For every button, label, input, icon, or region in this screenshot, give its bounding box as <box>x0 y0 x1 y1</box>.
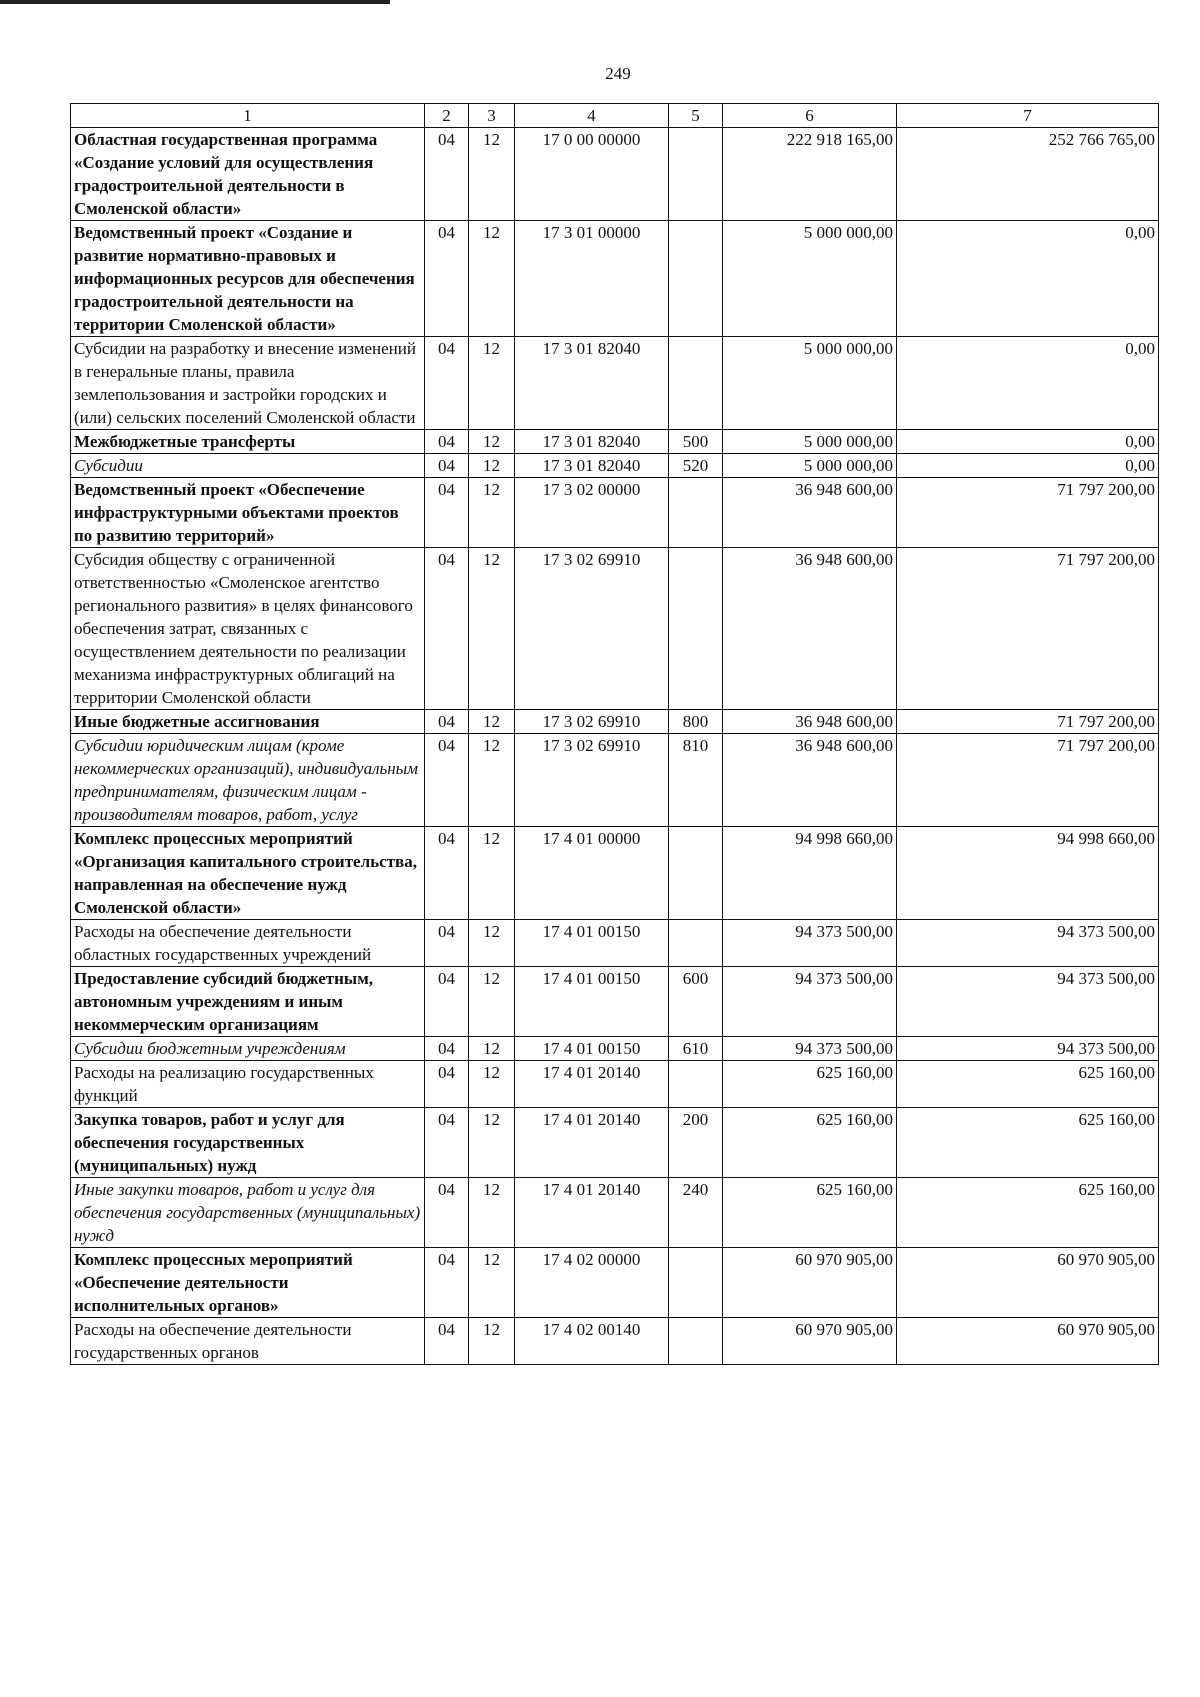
amount-year1-cell: 60 970 905,00 <box>723 1318 897 1365</box>
table-row <box>71 454 1159 478</box>
section-code-cell: 04 <box>425 710 469 734</box>
section-code-cell: 04 <box>425 548 469 710</box>
row-name-cell: Расходы на реализацию государственных функций <box>71 1061 425 1108</box>
amount-year1-cell: 625 160,00 <box>723 1108 897 1178</box>
amount-year1-cell: 94 998 660,00 <box>723 827 897 920</box>
expense-type-cell <box>669 1248 723 1318</box>
amount-year2-cell: 0,00 <box>897 337 1159 430</box>
expense-type-cell: 500 <box>669 430 723 454</box>
target-article-cell: 17 3 02 00000 <box>515 478 669 548</box>
row-name-cell: Субсидия обществу с ограниченной ответственностью «Смоленское агентство регионального развития» в целях финансового обеспечения затрат, связанных с осуществлением деятельности по реализации механизма инфраструктурных облигаций на территории Смоленской области <box>71 548 425 710</box>
expense-type-cell: 610 <box>669 1037 723 1061</box>
subsection-code-cell: 12 <box>469 967 515 1037</box>
expense-type-cell <box>669 548 723 710</box>
table-row <box>71 221 1159 337</box>
row-name-cell: Субсидии юридическим лицам (кроме некоммерческих организаций), индивидуальным предпринимателям, физическим лицам - производителям товаров, работ, услуг <box>71 734 425 827</box>
subsection-code-cell: 12 <box>469 478 515 548</box>
row-name-cell: Субсидии <box>71 454 425 478</box>
table-row <box>71 548 1159 710</box>
budget-table <box>70 103 1159 1365</box>
amount-year1-cell: 5 000 000,00 <box>723 430 897 454</box>
table-row <box>71 710 1159 734</box>
subsection-code-cell: 12 <box>469 1037 515 1061</box>
section-code-cell: 04 <box>425 478 469 548</box>
column-header: 1 <box>71 104 425 128</box>
target-article-cell: 17 4 02 00000 <box>515 1248 669 1318</box>
amount-year2-cell: 0,00 <box>897 430 1159 454</box>
target-article-cell: 17 4 01 20140 <box>515 1061 669 1108</box>
amount-year2-cell: 60 970 905,00 <box>897 1318 1159 1365</box>
table-row <box>71 734 1159 827</box>
section-code-cell: 04 <box>425 430 469 454</box>
expense-type-cell: 600 <box>669 967 723 1037</box>
table-row <box>71 1248 1159 1318</box>
expense-type-cell <box>669 128 723 221</box>
column-header: 6 <box>723 104 897 128</box>
row-name-cell: Закупка товаров, работ и услуг для обеспечения государственных (муниципальных) нужд <box>71 1108 425 1178</box>
expense-type-cell <box>669 1061 723 1108</box>
section-code-cell: 04 <box>425 920 469 967</box>
row-name-cell: Предоставление субсидий бюджетным, автономным учреждениям и иным некоммерческим организациям <box>71 967 425 1037</box>
table-row <box>71 1318 1159 1365</box>
table-row <box>71 1037 1159 1061</box>
row-name-cell: Областная государственная программа «Создание условий для осуществления градостроительной деятельности в Смоленской области» <box>71 128 425 221</box>
top-rule <box>0 0 390 4</box>
amount-year2-cell: 0,00 <box>897 454 1159 478</box>
expense-type-cell <box>669 221 723 337</box>
amount-year1-cell: 36 948 600,00 <box>723 734 897 827</box>
section-code-cell: 04 <box>425 337 469 430</box>
amount-year1-cell: 5 000 000,00 <box>723 454 897 478</box>
amount-year1-cell: 36 948 600,00 <box>723 710 897 734</box>
subsection-code-cell: 12 <box>469 430 515 454</box>
expense-type-cell <box>669 1318 723 1365</box>
table-body <box>71 128 1159 1365</box>
amount-year1-cell: 5 000 000,00 <box>723 337 897 430</box>
table-row <box>71 478 1159 548</box>
row-name-cell: Ведомственный проект «Обеспечение инфраструктурными объектами проектов по развитию территорий» <box>71 478 425 548</box>
amount-year2-cell: 625 160,00 <box>897 1061 1159 1108</box>
row-name-cell: Межбюджетные трансферты <box>71 430 425 454</box>
amount-year2-cell: 625 160,00 <box>897 1108 1159 1178</box>
section-code-cell: 04 <box>425 967 469 1037</box>
subsection-code-cell: 12 <box>469 548 515 710</box>
subsection-code-cell: 12 <box>469 710 515 734</box>
amount-year1-cell: 5 000 000,00 <box>723 221 897 337</box>
expense-type-cell: 810 <box>669 734 723 827</box>
target-article-cell: 17 3 02 69910 <box>515 710 669 734</box>
table-row <box>71 1108 1159 1178</box>
target-article-cell: 17 4 01 20140 <box>515 1108 669 1178</box>
expense-type-cell <box>669 337 723 430</box>
target-article-cell: 17 3 01 82040 <box>515 454 669 478</box>
table-row <box>71 337 1159 430</box>
section-code-cell: 04 <box>425 734 469 827</box>
column-header: 7 <box>897 104 1159 128</box>
row-name-cell: Иные закупки товаров, работ и услуг для обеспечения государственных (муниципальных) нужд <box>71 1178 425 1248</box>
amount-year2-cell: 94 373 500,00 <box>897 920 1159 967</box>
column-header: 2 <box>425 104 469 128</box>
target-article-cell: 17 3 01 82040 <box>515 337 669 430</box>
amount-year2-cell: 60 970 905,00 <box>897 1248 1159 1318</box>
section-code-cell: 04 <box>425 1061 469 1108</box>
table-row <box>71 128 1159 221</box>
target-article-cell: 17 3 02 69910 <box>515 734 669 827</box>
expense-type-cell: 520 <box>669 454 723 478</box>
row-name-cell: Субсидии бюджетным учреждениям <box>71 1037 425 1061</box>
amount-year1-cell: 94 373 500,00 <box>723 920 897 967</box>
header-row <box>71 104 1159 128</box>
amount-year2-cell: 0,00 <box>897 221 1159 337</box>
expense-type-cell: 240 <box>669 1178 723 1248</box>
target-article-cell: 17 4 01 00150 <box>515 920 669 967</box>
table-row <box>71 920 1159 967</box>
section-code-cell: 04 <box>425 454 469 478</box>
subsection-code-cell: 12 <box>469 1108 515 1178</box>
table-row <box>71 1061 1159 1108</box>
table-row <box>71 1178 1159 1248</box>
expense-type-cell <box>669 478 723 548</box>
amount-year2-cell: 625 160,00 <box>897 1178 1159 1248</box>
target-article-cell: 17 3 01 82040 <box>515 430 669 454</box>
row-name-cell: Субсидии на разработку и внесение изменений в генеральные планы, правила землепользования и застройки городских и (или) сельских поселений Смоленской области <box>71 337 425 430</box>
page-number: 249 <box>605 64 631 83</box>
amount-year2-cell: 71 797 200,00 <box>897 710 1159 734</box>
target-article-cell: 17 3 01 00000 <box>515 221 669 337</box>
row-name-cell: Иные бюджетные ассигнования <box>71 710 425 734</box>
amount-year1-cell: 222 918 165,00 <box>723 128 897 221</box>
row-name-cell: Расходы на обеспечение деятельности областных государственных учреждений <box>71 920 425 967</box>
amount-year2-cell: 71 797 200,00 <box>897 478 1159 548</box>
section-code-cell: 04 <box>425 1178 469 1248</box>
amount-year2-cell: 94 373 500,00 <box>897 967 1159 1037</box>
column-header: 3 <box>469 104 515 128</box>
amount-year2-cell: 94 998 660,00 <box>897 827 1159 920</box>
amount-year2-cell: 94 373 500,00 <box>897 1037 1159 1061</box>
column-header: 5 <box>669 104 723 128</box>
column-header: 4 <box>515 104 669 128</box>
section-code-cell: 04 <box>425 827 469 920</box>
amount-year1-cell: 625 160,00 <box>723 1061 897 1108</box>
target-article-cell: 17 4 01 00150 <box>515 967 669 1037</box>
subsection-code-cell: 12 <box>469 920 515 967</box>
target-article-cell: 17 4 01 00150 <box>515 1037 669 1061</box>
amount-year1-cell: 94 373 500,00 <box>723 1037 897 1061</box>
target-article-cell: 17 4 01 00000 <box>515 827 669 920</box>
subsection-code-cell: 12 <box>469 1248 515 1318</box>
expense-type-cell <box>669 920 723 967</box>
table-row <box>71 430 1159 454</box>
subsection-code-cell: 12 <box>469 1061 515 1108</box>
table-row <box>71 967 1159 1037</box>
subsection-code-cell: 12 <box>469 827 515 920</box>
expense-type-cell: 800 <box>669 710 723 734</box>
subsection-code-cell: 12 <box>469 454 515 478</box>
row-name-cell: Расходы на обеспечение деятельности государственных органов <box>71 1318 425 1365</box>
amount-year2-cell: 252 766 765,00 <box>897 128 1159 221</box>
subsection-code-cell: 12 <box>469 337 515 430</box>
row-name-cell: Ведомственный проект «Создание и развитие нормативно-правовых и информационных ресурсов для обеспечения градостроительной деятельности на территории Смоленской области» <box>71 221 425 337</box>
table-row <box>71 827 1159 920</box>
amount-year1-cell: 60 970 905,00 <box>723 1248 897 1318</box>
target-article-cell: 17 3 02 69910 <box>515 548 669 710</box>
expense-type-cell: 200 <box>669 1108 723 1178</box>
section-code-cell: 04 <box>425 221 469 337</box>
subsection-code-cell: 12 <box>469 1318 515 1365</box>
section-code-cell: 04 <box>425 1037 469 1061</box>
subsection-code-cell: 12 <box>469 734 515 827</box>
subsection-code-cell: 12 <box>469 221 515 337</box>
section-code-cell: 04 <box>425 128 469 221</box>
amount-year1-cell: 94 373 500,00 <box>723 967 897 1037</box>
expense-type-cell <box>669 827 723 920</box>
amount-year1-cell: 36 948 600,00 <box>723 478 897 548</box>
amount-year2-cell: 71 797 200,00 <box>897 548 1159 710</box>
target-article-cell: 17 0 00 00000 <box>515 128 669 221</box>
amount-year2-cell: 71 797 200,00 <box>897 734 1159 827</box>
subsection-code-cell: 12 <box>469 128 515 221</box>
subsection-code-cell: 12 <box>469 1178 515 1248</box>
row-name-cell: Комплекс процессных мероприятий «Организация капитального строительства, направленная на обеспечение нужд Смоленской области» <box>71 827 425 920</box>
section-code-cell: 04 <box>425 1108 469 1178</box>
section-code-cell: 04 <box>425 1318 469 1365</box>
target-article-cell: 17 4 02 00140 <box>515 1318 669 1365</box>
row-name-cell: Комплекс процессных мероприятий «Обеспечение деятельности исполнительных органов» <box>71 1248 425 1318</box>
target-article-cell: 17 4 01 20140 <box>515 1178 669 1248</box>
section-code-cell: 04 <box>425 1248 469 1318</box>
amount-year1-cell: 36 948 600,00 <box>723 548 897 710</box>
amount-year1-cell: 625 160,00 <box>723 1178 897 1248</box>
